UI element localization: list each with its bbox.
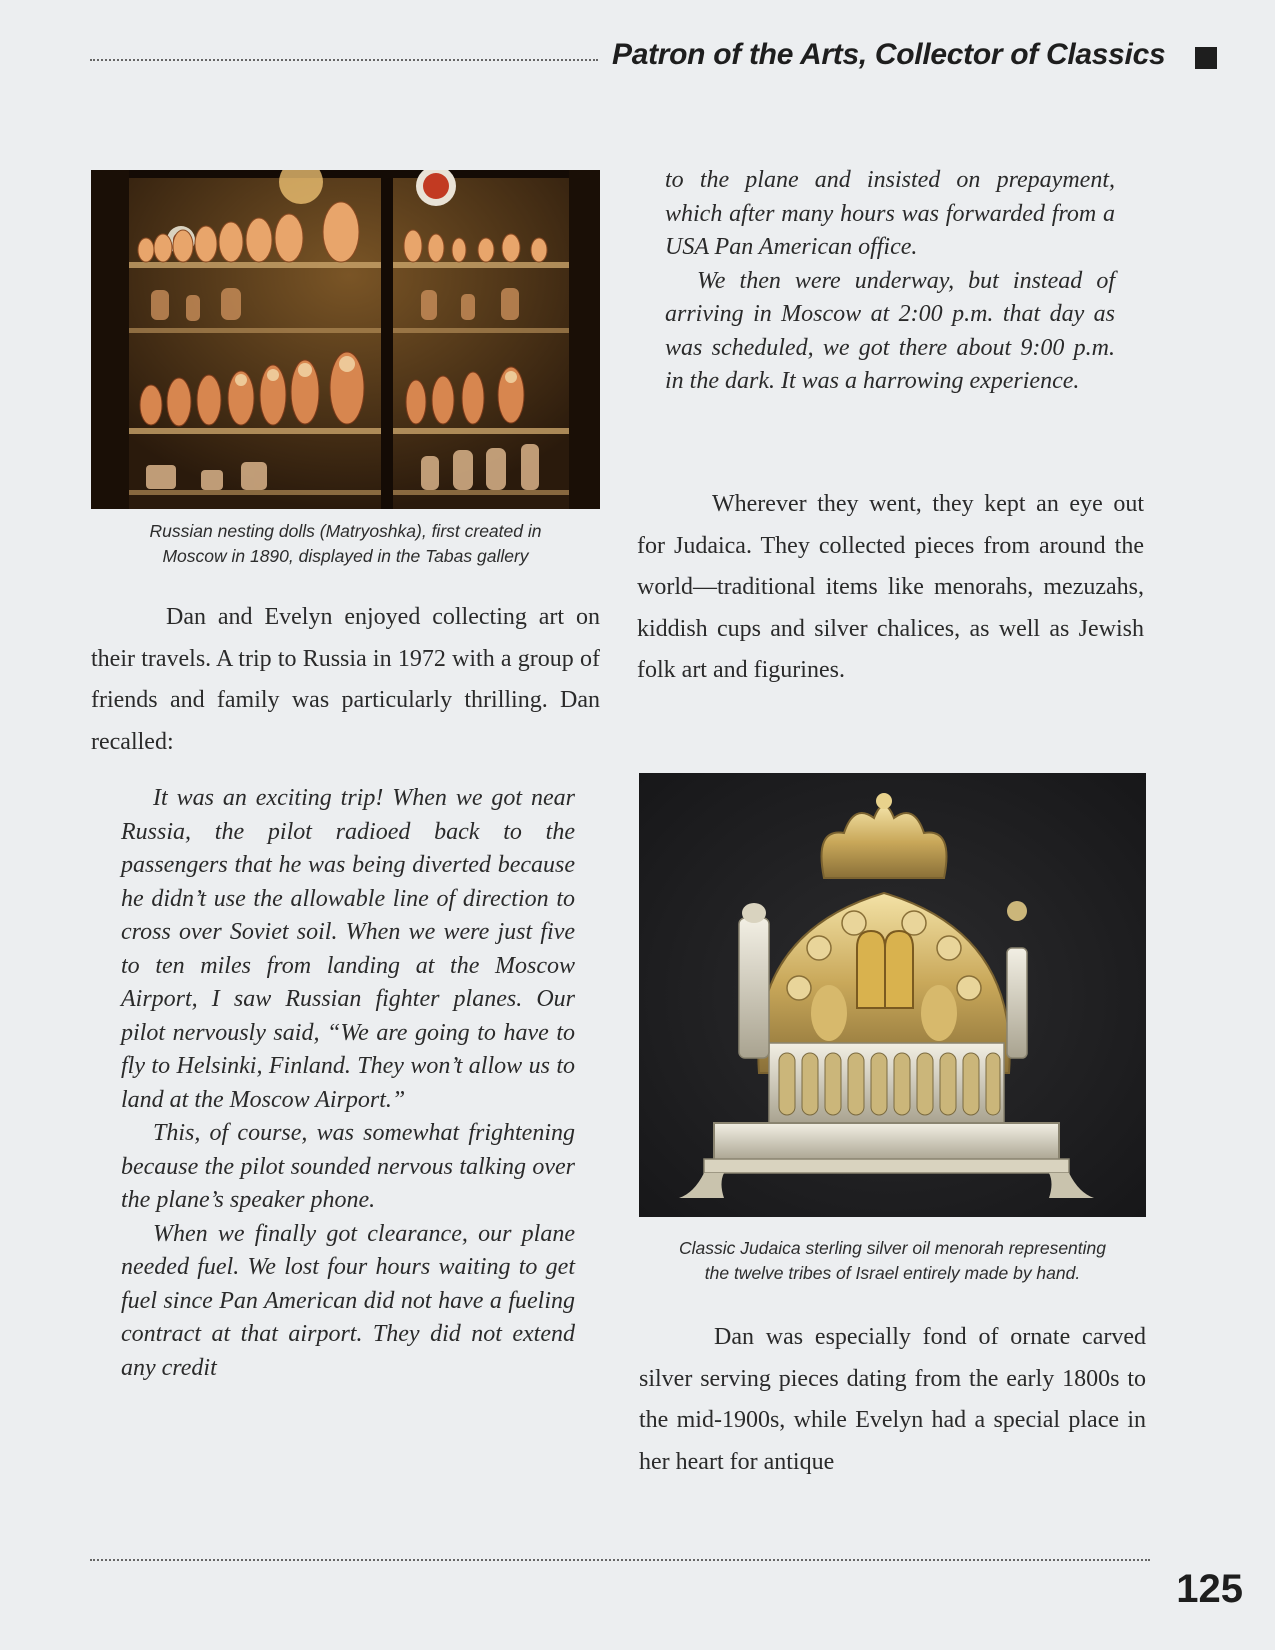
header-dotted-rule (90, 59, 598, 61)
running-title: Patron of the Arts, Collector of Classics (612, 38, 1166, 71)
judaica-paragraph: Wherever they went, they kept an eye out for Judaica. They collected pieces from around the world—traditional items like menorahs, mezuzahs, kiddish cups and silver chalices, as well as Jewish folk art and figurines. (637, 491, 1144, 683)
dolls-caption-line1: Russian nesting dolls (Matryoshka), first created in (149, 521, 542, 541)
quote-block-right (665, 164, 1115, 399)
quote-block-left (121, 782, 575, 1385)
menorah-caption-line1: Classic Judaica sterling silver oil menorah representing (679, 1238, 1106, 1258)
dolls-caption (91, 519, 600, 569)
menorah-caption-line2: the twelve tribes of Israel entirely made by hand. (704, 1263, 1081, 1283)
nesting-dolls-photo (91, 170, 600, 509)
menorah-illustration (639, 773, 1146, 1217)
page-number: 125 (1176, 1567, 1243, 1611)
menorah-photo (639, 773, 1146, 1217)
intro-paragraph: Dan and Evelyn enjoyed collecting art on their travels. A trip to Russia in 1972 with a group of friends and family was particularly thrilling. Dan recalled: (91, 604, 600, 755)
quote-continuation: to the plane and insisted on prepayment, which after many hours was forwarded from a USA Pan American office. (665, 167, 1115, 260)
header-square-mark (1195, 47, 1217, 69)
quote-paragraph-4: We then were underway, but instead of arriving in Moscow at 2:00 p.m. that day as was scheduled, we got there about 9:00 p.m. in the dark. It was a harrowing experience. (665, 267, 1115, 394)
quote-paragraph-3: When we finally got clearance, our plane needed fuel. We lost four hours waiting to get fuel since Pan American did not have a fueling contract at that airport. They did not extend any credit (121, 1220, 575, 1381)
menorah-caption (639, 1236, 1146, 1286)
silver-paragraph: Dan was especially fond of ornate carved silver serving pieces dating from the early 1800s to the mid-1900s, while Evelyn had a special place in her heart for antique (639, 1324, 1146, 1475)
quote-paragraph-1: It was an exciting trip! When we got near Russia, the pilot radioed back to the passengers that he was being diverted because he didn’t use the allowable line of direction to cross over Soviet soil. When we were just five to ten miles from landing at the Moscow Airport, I saw Russian fighter planes. Our pilot nervously said, “We are going to have to fly to Helsinki, Finland. They won’t allow us to land at the Moscow Airport.” (121, 785, 575, 1113)
quote-paragraph-2: This, of course, was somewhat frightening because the pilot sounded nervous talking over the plane’s speaker phone. (121, 1120, 575, 1213)
footer-dotted-rule (90, 1559, 1150, 1561)
dolls-caption-line2: Moscow in 1890, displayed in the Tabas gallery (162, 546, 529, 566)
nesting-dolls-illustration (91, 170, 600, 509)
